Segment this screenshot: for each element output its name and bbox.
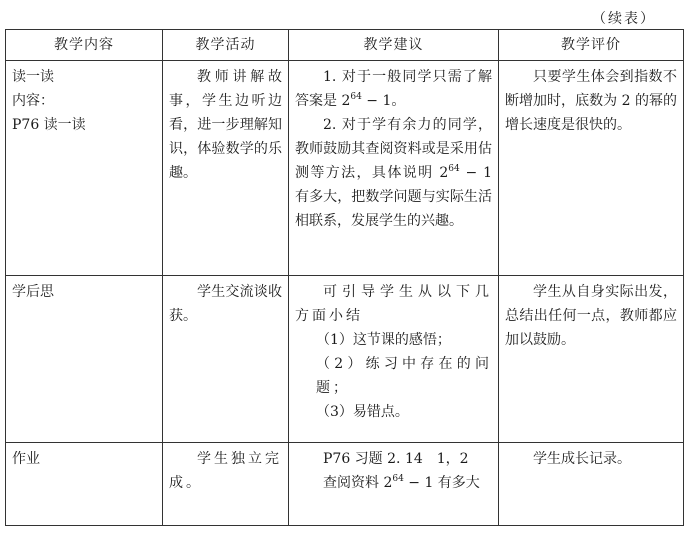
evaluation-text: 学生成长记录。 bbox=[533, 451, 631, 467]
table-row bbox=[6, 61, 684, 276]
suggestion-cell bbox=[289, 61, 499, 276]
evaluation-cell bbox=[499, 443, 684, 526]
suggestion-text: 2. 对于学有余力的同学，教师鼓励其查阅资料或是采用估测等方法，具体说明 2 bbox=[295, 117, 492, 181]
suggestion-cell bbox=[289, 276, 499, 443]
suggestion-item: （1）这节课的感悟； bbox=[316, 332, 451, 348]
suggestion-item bbox=[295, 113, 492, 233]
evaluation-text: 学生从自身实际出发，总结出任何一点，教师都应加以鼓励。 bbox=[505, 284, 677, 348]
continued-label: （续表） bbox=[592, 11, 656, 27]
header-activity: 教学活动 bbox=[163, 30, 289, 61]
table-row bbox=[6, 276, 684, 443]
suggestion-text: 查阅资料 2 bbox=[323, 475, 393, 491]
evaluation-cell bbox=[499, 276, 684, 443]
content-cell bbox=[6, 61, 163, 276]
evaluation-cell bbox=[499, 61, 684, 276]
suggestion-cell bbox=[289, 443, 499, 526]
suggestion-item: （2）练习中存在的问题； bbox=[316, 356, 492, 396]
suggestion-text: − 1 有多大，把数学问题与实际生活相联系，发展学生的兴趣。 bbox=[295, 165, 492, 229]
content-line: 内容： bbox=[12, 93, 54, 109]
activity-text: 教师讲解故事，学生边听边看，进一步理解知识，体验数学的乐趣。 bbox=[169, 69, 282, 181]
activity-cell bbox=[163, 443, 289, 526]
suggestion-item bbox=[295, 65, 492, 113]
activity-cell bbox=[163, 61, 289, 276]
content-line: 学后思 bbox=[12, 284, 54, 300]
table-row bbox=[6, 443, 684, 526]
content-line: P76 读一读 bbox=[12, 117, 86, 133]
lesson-plan-table bbox=[5, 29, 684, 526]
suggestion-text: 1. 对于一般同学只需了解答案是 2 bbox=[295, 69, 492, 109]
activity-cell bbox=[163, 276, 289, 443]
header-content: 教学内容 bbox=[6, 30, 163, 61]
activity-text: 学生独立完成。 bbox=[169, 451, 282, 491]
exponent: 64 bbox=[350, 92, 362, 102]
suggestion-item bbox=[295, 471, 492, 495]
header-evaluation: 教学评价 bbox=[499, 30, 684, 61]
exponent: 64 bbox=[448, 164, 460, 174]
activity-text: 学生交流谈收获。 bbox=[169, 284, 282, 324]
suggestion-item: P76 习题 2. 14 1，2 bbox=[323, 451, 469, 467]
content-line: 作业 bbox=[12, 451, 40, 467]
content-cell bbox=[6, 443, 163, 526]
suggestion-text: − 1。 bbox=[361, 93, 406, 109]
evaluation-text: 只要学生体会到指数不断增加时，底数为 2 的幂的增长速度是很快的。 bbox=[505, 69, 677, 133]
exponent: 64 bbox=[392, 474, 404, 484]
suggestion-text: − 1 有多大 bbox=[403, 475, 480, 491]
content-cell bbox=[6, 276, 163, 443]
suggestion-item: 可引导学生从以下几方面小结 bbox=[295, 284, 492, 324]
content-line: 读一读 bbox=[12, 69, 54, 85]
suggestion-item: （3）易错点。 bbox=[316, 404, 409, 420]
header-suggestion: 教学建议 bbox=[289, 30, 499, 61]
table-header-row bbox=[6, 30, 684, 61]
